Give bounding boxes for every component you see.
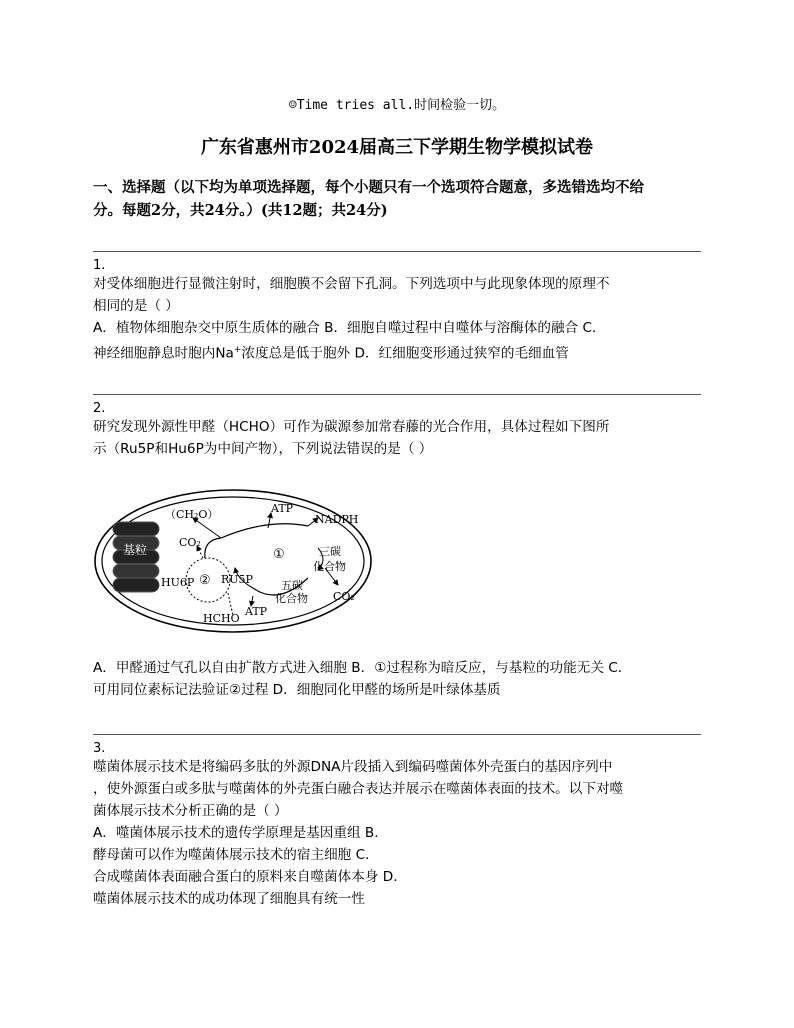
section-heading [93, 176, 705, 222]
question-divider [93, 394, 701, 395]
question-text [93, 756, 703, 822]
label-ru5p: RU5P [221, 573, 253, 586]
label-wutan-2: 化合物 [275, 592, 308, 605]
question-divider [93, 251, 701, 252]
option-b: 酵母菌可以作为噬菌体展示技术的宿主细胞 C． [93, 847, 379, 863]
option-line: 可用同位素标记法验证②过程 D．细胞同化甲醛的场所是叶绿体基质 [93, 682, 501, 698]
question-text [93, 416, 703, 460]
question-text-line: 噬菌体展示技术是将编码多肽的外源DNA片段插入到编码噬菌体外壳蛋白的基因序列中 [93, 759, 613, 775]
label-hcho: HCHO [203, 612, 240, 625]
option-line: A．甲醛通过气孔以自由扩散方式进入细胞 B．①过程称为暗反应，与基粒的功能无关 C． [93, 660, 632, 676]
question-text-line: 对受体细胞进行显微注射时，细胞膜不会留下孔洞。下列选项中与此现象体现的原理不 [93, 276, 610, 292]
label-nadph: NADPH [315, 513, 359, 526]
option-text: 神经细胞静息时胞内Na [93, 345, 234, 362]
question-text-line: ，使外源蛋白或多肽与噬菌体的外壳蛋白融合表达并展示在噬菌体表面的技术。以下对噬 [93, 781, 624, 797]
label-sanwan-2: 化合物 [313, 560, 346, 573]
question-options [93, 657, 703, 701]
option-d: 噬菌体展示技术的成功体现了细胞具有统一性 [93, 891, 365, 907]
superscript-plus: + [233, 345, 242, 355]
option-a: A．噬菌体展示技术的遗传学原理是基因重组 B． [93, 825, 388, 841]
option-c: 合成噬菌体表面融合蛋白的原料来自噬菌体本身 D． [93, 869, 407, 885]
question-divider [93, 734, 701, 735]
question-number: 3. [93, 741, 106, 756]
label-atp-bottom: ATP [245, 605, 268, 618]
label-process-2: ② [199, 573, 211, 588]
section-heading-line-2: 分。每题2分，共24分。）(共12题；共24分) [93, 202, 388, 219]
arrow-atp-nadph [221, 524, 308, 538]
label-co2-left: CO₂ [179, 536, 201, 549]
label-jili: 基粒 [123, 543, 148, 557]
label-co2-right: CO₂ [333, 590, 355, 603]
question-text-line: 相同的是（ ） [93, 298, 179, 314]
question-text-line: 菌体展示技术分析正确的是（ ） [93, 803, 288, 819]
question-text-line: 示（Ru5P和Hu6P为中间产物），下列说法错误的是（ ） [93, 441, 433, 457]
label-wutan-1: 五碳 [281, 579, 303, 592]
page-title: 广东省惠州市2024届高三下学期生物学模拟试卷 [200, 137, 594, 158]
grana-stack [113, 522, 159, 592]
label-sanwan-1: 三碳 [319, 545, 341, 558]
chloroplast-diagram [93, 488, 373, 634]
label-atp-top: ATP [271, 502, 294, 515]
question-options [93, 317, 703, 365]
question-text-line: 研究发现外源性甲醛（HCHO）可作为碳源参加常春藤的光合作用，具体过程如下图所 [93, 419, 610, 435]
section-heading-line-1: 一、选择题（以下均为单项选择题，每个小题只有一个选项符合题意，多选错选均不给 [93, 179, 644, 196]
question-text [93, 273, 703, 317]
question-number: 1. [93, 258, 106, 273]
label-process-1: ① [273, 547, 285, 562]
option-line: A．植物体细胞杂交中原生质体的融合 B．细胞自噬过程中自噬体与溶酶体的融合 C． [93, 320, 606, 336]
label-hu6p: HU6P [161, 576, 195, 589]
page-header-motto: ☺Time tries all.时间检验一切。 [288, 98, 506, 113]
label-ch2o: （CH₂O） [165, 508, 219, 521]
question-number: 2. [93, 401, 106, 416]
option-text: 浓度总是低于胞外 D．红细胞变形通过狭窄的毛细血管 [241, 345, 569, 362]
question-options [93, 822, 703, 910]
option-line [93, 339, 703, 365]
